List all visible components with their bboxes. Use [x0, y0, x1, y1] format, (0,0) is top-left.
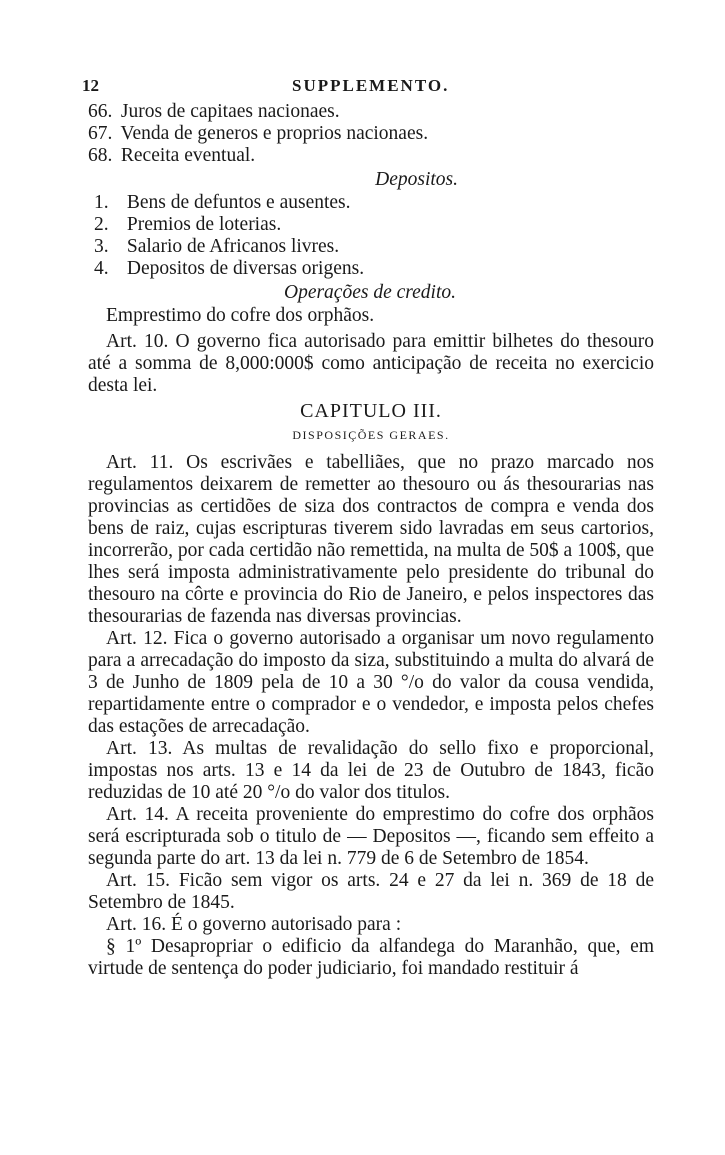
article-15: Art. 15. Ficão sem vigor os arts. 24 e 27 da lei n. 369 de 18 de Setembro de 1845.	[88, 870, 654, 913]
list-item	[94, 258, 654, 280]
page-body	[88, 101, 654, 980]
item-number: 3.	[94, 236, 109, 257]
item-number: 66.	[88, 101, 113, 122]
item-text: Depositos de diversas origens.	[126, 258, 365, 279]
article-13: Art. 13. As multas de revalidação do sello fixo e proporcional, impostas nos arts. 13 e 14 da lei de 23 de Outubro de 1843, ficão reduzidas de 10 até 20 °/o do valor dos titulos.	[88, 738, 654, 803]
running-head	[82, 76, 642, 100]
item-number: 68.	[88, 145, 113, 166]
article-16: Art. 16. É o governo autorisado para :	[106, 914, 402, 935]
list-item	[94, 236, 654, 258]
running-title: SUPPLEMENTO.	[292, 76, 450, 95]
item-text: Receita eventual.	[120, 145, 256, 166]
item-text: Juros de capitaes nacionaes.	[120, 101, 340, 122]
item-text: Bens de defuntos e ausentes.	[126, 192, 351, 213]
list-item	[94, 214, 654, 236]
article-10: Art. 10. O governo fica autorisado para emittir bilhetes do thesouro até a somma de 8,000:000$ como anticipação de receita no exercicio desta lei.	[88, 331, 654, 396]
operacoes-line: Emprestimo do cofre dos orphãos.	[106, 305, 375, 326]
item-text: Venda de generos e proprios nacionaes.	[120, 123, 429, 144]
chapter-subtitle: DISPOSIÇÕES GERAES.	[292, 428, 450, 442]
item-number: 2.	[94, 214, 109, 235]
section-heading-depositos: Depositos.	[375, 169, 458, 190]
item-number: 1.	[94, 192, 109, 213]
depositos-list	[88, 192, 654, 280]
chapter-title: CAPITULO III.	[300, 400, 442, 422]
list-item	[88, 145, 654, 167]
item-number: 67.	[88, 123, 113, 144]
item-text: Premios de loterias.	[126, 214, 282, 235]
list-item	[94, 192, 654, 214]
article-11: Art. 11. Os escrivães e tabelliães, que no prazo marcado nos regulamentos deixarem de remetter ao thesouro ou ás thesourarias nas provincias as certidões de siza dos contractos de compra e venda dos bens de raiz, cujas escripturas tiverem sido lavradas em seus cartorios, incorrerão, por cada certidão não remettida, na multa de 50$ a 100$, que lhes será imposta administrativamente pelo presidente do tribunal do thesouro na côrte e provincia do Rio de Janeiro, e pelos inspectores das thesourarias de fazenda nas diversas provincias.	[88, 452, 654, 627]
section-heading-operacoes: Operações de credito.	[283, 282, 456, 303]
article-16-paragraph-1: § 1º Desapropriar o edificio da alfandega do Maranhão, que, em virtude de sentença do poder judiciario, foi mandado restituir á	[88, 936, 654, 979]
list-item	[88, 123, 654, 145]
item-text: Salario de Africanos livres.	[126, 236, 340, 257]
page-number: 12	[82, 76, 99, 95]
article-12: Art. 12. Fica o governo autorisado a organisar um novo regulamento para a arrecadação do imposto da siza, substituindo a multa do alvará de 3 de Junho de 1809 pela de 10 a 30 °/o do valor da cousa vendida, repartidamente entre o comprador e o vendedor, e imposta pelos chefes das estações de arrecadação.	[88, 628, 654, 737]
article-14: Art. 14. A receita proveniente do emprestimo do cofre dos orphãos será escripturada sob o titulo de — Depositos —, ficando sem effeito a segunda parte do art. 13 da lei n. 779 de 6 de Setembro de 1854.	[88, 804, 654, 869]
list-item	[88, 101, 654, 123]
item-number: 4.	[94, 258, 109, 279]
